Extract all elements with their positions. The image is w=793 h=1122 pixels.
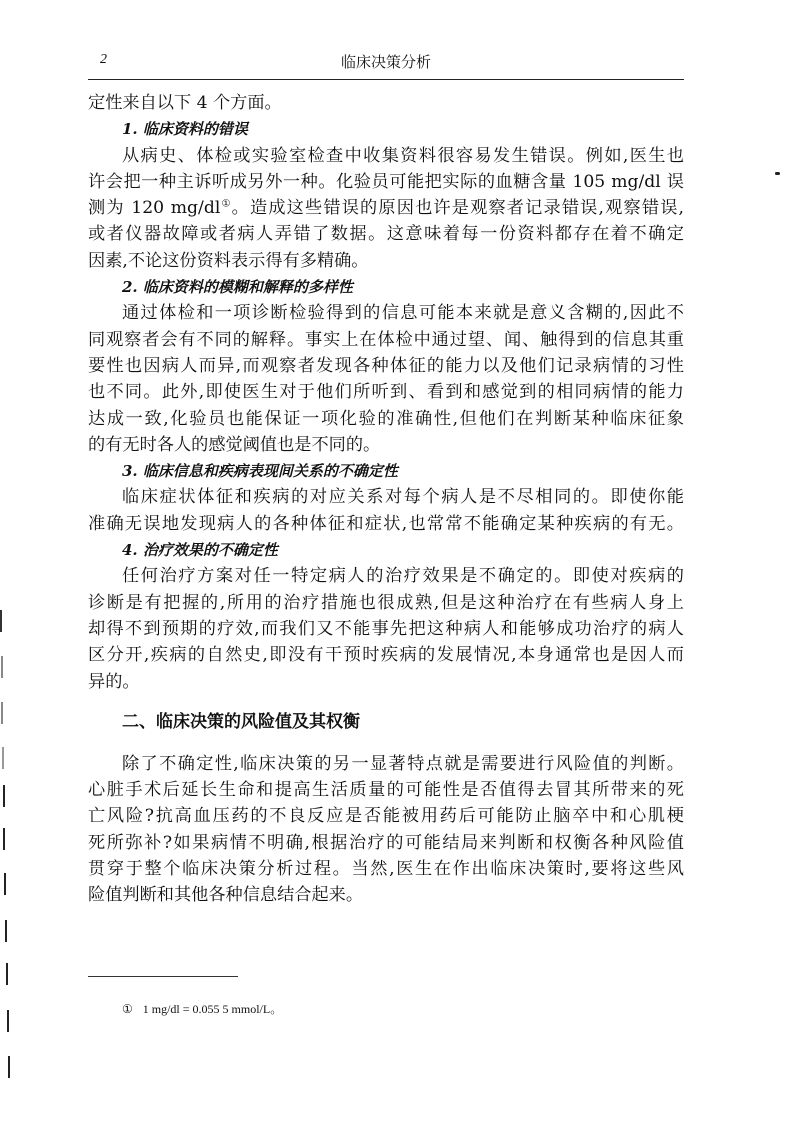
header-rule [88,79,684,80]
paragraph-line: 达成一致,化验员也能保证一项化验的准确性,但他们在判断某种临床征象 [88,408,684,429]
subheading-4: 4. 治疗效果的不确定性 [122,541,278,560]
paragraph-text: 。造成这些错误的原因也许是观察者记录错误,观察错误, [231,198,684,219]
paragraph-line: 险值判断和其他各种信息结合起来。 [88,885,364,906]
paragraph-line: 贯穿于整个临床决策分析过程。当然,医生在作出临床决策时,要将这些风 [88,859,684,880]
footnote-reference[interactable]: ① [220,198,232,210]
paragraph-line: 的有无时各人的感觉阈值也是不同的。 [88,434,381,455]
paragraph-line: 除了不确定性,临床决策的另一显著特点就是需要进行风险值的判断。 [122,753,684,774]
footnote-text: 1 mg/dl = 0.055 5 mmol/L。 [142,1002,283,1016]
scan-speck [775,172,780,175]
footnote [122,1000,282,1017]
scan-margin-mark [5,920,7,942]
paragraph-line: 却得不到预期的疗效,而我们又不能事先把这种病人和能够成功治疗的病人 [88,618,684,639]
paragraph-line: 因素,不论这份资料表示得有多精确。 [88,250,369,271]
paragraph-line: 从病史、体检或实验室检查中收集资料很容易发生错误。例如,医生也 [122,145,684,166]
paragraph-line: 同观察者会有不同的解释。事实上在体检中通过望、闻、触得到的信息其重 [88,329,684,350]
scan-margin-mark [7,1010,9,1032]
scan-margin-mark [4,873,6,895]
paragraph-line: 亡风险?抗高血压药的不良反应是否能被用药后可能防止脑卒中和心肌梗 [88,806,684,827]
scan-margin-mark [0,610,2,632]
intro-line: 定性来自以下 4 个方面。 [88,93,282,113]
paragraph-line: 也不同。此外,即使医生对于他们所听到、看到和感觉到的相同病情的能力 [88,382,684,403]
scan-margin-mark [2,747,4,769]
subheading-2: 2. 临床资料的模糊和解释的多样性 [122,278,353,297]
scan-margin-mark [1,702,3,724]
paragraph-line-with-footnote [88,195,684,221]
paragraph-line: 准确无误地发现病人的各种体征和症状,也常常不能确定某种疾病的有无。 [88,513,684,534]
scan-margin-mark [6,963,8,985]
body-text [88,90,684,909]
measurement-text: 测为 120 mg/dl [88,198,221,219]
paragraph-line: 心脏手术后延长生命和提高生活质量的可能性是否值得去冒其所带来的死 [88,780,684,801]
section-title: 二、临床决策的风险值及其权衡 [122,711,360,732]
paragraph-line: 或者仪器故障或者病人弄错了数据。这意味着每一份资料都存在着不确定 [88,224,684,245]
footnote-rule [88,976,238,977]
scan-margin-mark [8,1056,10,1078]
subheading-3: 3. 临床信息和疾病表现间关系的不确定性 [122,462,398,481]
paragraph-line: 区分开,疾病的自然史,即没有干预时疾病的发展情况,本身通常也是因人而 [88,645,684,666]
running-header [88,50,684,74]
page-number: 2 [100,52,107,67]
scan-margin-mark [3,828,5,850]
footnote-mark: ① [122,1002,133,1016]
paragraph-line: 任何治疗方案对任一特定病人的治疗效果是不确定的。即使对疾病的 [122,566,684,587]
paragraph-line: 临床症状体征和疾病的对应关系对每个病人是不尽相同的。即使你能 [122,487,684,508]
paragraph-line: 异的。 [88,671,140,692]
paragraph-line: 死所弥补?如果病情不明确,根据治疗的可能结局来判断和权衡各种风险值 [88,832,684,853]
paragraph-line: 通过体检和一项诊断检验得到的信息可能本来就是意义含糊的,因此不 [122,303,684,324]
paragraph-line: 要性也因病人而异,而观察者发现各种体征的能力以及他们记录病情的习性 [88,355,684,376]
subheading-1: 1. 临床资料的错误 [122,120,248,139]
paragraph-line: 许会把一种主诉听成另外一种。化验员可能把实际的血糖含量 105 mg/dl 误 [88,171,684,192]
scan-margin-mark [3,785,5,807]
book-title: 临床决策分析 [340,53,431,71]
scan-margin-mark [1,656,3,678]
paragraph-line: 诊断是有把握的,所用的治疗措施也很成熟,但是这种治疗在有些病人身上 [88,592,684,613]
